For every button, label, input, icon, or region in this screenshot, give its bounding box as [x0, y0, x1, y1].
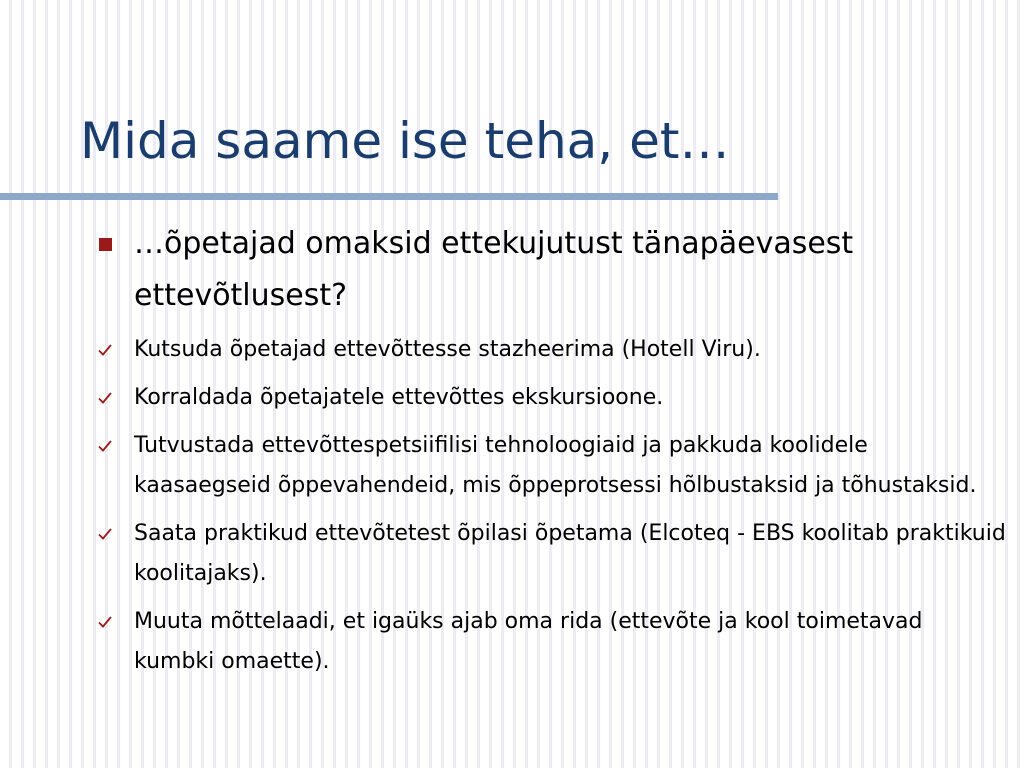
- checkmark-icon: [97, 343, 113, 357]
- checkmark-icon: [97, 527, 113, 541]
- action-text: Korraldada õpetajatele ettevõttes ekskursioone.: [134, 385, 664, 410]
- action-item: [96, 514, 1006, 594]
- action-text: Saata praktikud ettevõtetest õpilasi õpetama (Elcoteq - EBS koolitab praktikuid koolitajaks).: [134, 521, 1006, 586]
- title-underline: [0, 193, 778, 200]
- action-text: Tutvustada ettevõttespetsiifilisi tehnoloogiaid ja pakkuda koolidele kaasaegseid õppevahendeid, mis õppeprotsessi hõlbustaksid ja tõhustaksid.: [134, 433, 977, 498]
- main-bullet-item: [96, 218, 1006, 322]
- checkmark-icon: [97, 615, 113, 629]
- square-bullet-icon: [99, 238, 112, 251]
- action-item: [96, 426, 1006, 506]
- slide-title: Mida saame ise teha, et…: [80, 112, 730, 170]
- action-item: [96, 330, 1006, 370]
- action-text: Kutsuda õpetajad ettevõttesse stazheerima (Hotell Viru).: [134, 337, 761, 362]
- checkmark-icon: [97, 439, 113, 453]
- slide-content: [96, 218, 1006, 690]
- action-item: [96, 602, 1006, 682]
- action-text: Muuta mõttelaadi, et igaüks ajab oma rida (ettevõte ja kool toimetavad kumbki omaette).: [134, 609, 923, 674]
- main-point-text: …õpetajad omaksid ettekujutust tänapäevasest ettevõtlusest?: [134, 226, 854, 313]
- action-item: [96, 378, 1006, 418]
- checkmark-icon: [97, 391, 113, 405]
